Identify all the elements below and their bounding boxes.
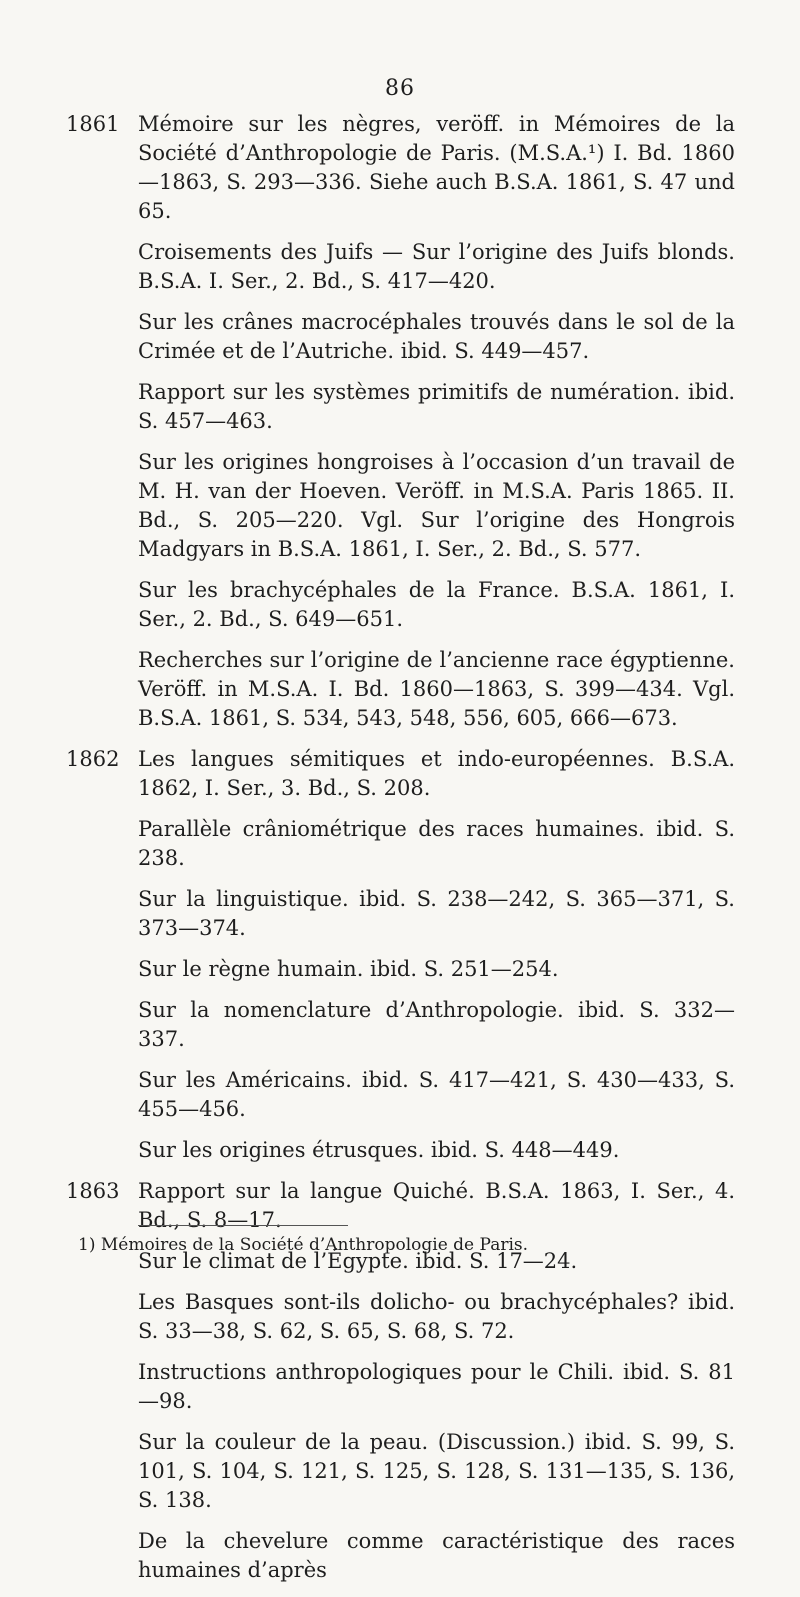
entry-text: Rapport sur la langue Quiché. B.S.A. 1863, I. Ser., 4. Bd., S. 8—17. (138, 1179, 735, 1232)
entry-text: Parallèle crâniométrique des races humaines. ibid. S. 238. (138, 817, 735, 870)
entry-text: Sur les origines étrusques. ibid. S. 448—449. (138, 1138, 620, 1162)
bibliography-entry (0, 238, 735, 296)
entry-text: Instructions anthropologiques pour le Chili. ibid. S. 81—98. (138, 1360, 735, 1413)
bibliography-entry (0, 996, 735, 1054)
bibliography-entry (0, 1177, 735, 1235)
bibliography-entry (0, 745, 735, 803)
entry-text: Mémoire sur les nègres, veröff. in Mémoires de la Société d’Anthropologie de Paris. (M.S.A.¹) I. Bd. 1860—1863, S. 293—336. Siehe auch B.S.A. 1861, S. 47 und 65. (138, 112, 735, 223)
bibliography-entry (0, 815, 735, 873)
bibliography-list (0, 110, 800, 1597)
entry-text: Croisements des Juifs — Sur l’origine des Juifs blonds. B.S.A. I. Ser., 2. Bd., S. 417—420. (138, 240, 735, 293)
entry-year: 1862 (66, 747, 120, 771)
footnote-divider (138, 1225, 348, 1226)
bibliography-entry (0, 1066, 735, 1124)
footnote: 1) Mémoires de la Société d’Anthropologie de Paris. (78, 1235, 529, 1255)
bibliography-entry (0, 308, 735, 366)
entry-text: Sur les origines hongroises à l’occasion d’un travail de M. H. van der Hoeven. Veröff. in M.S.A. Paris 1865. II. Bd., S. 205—220. Vgl. Sur l’origine des Hongrois Madgyars in B.S.A. 1861, I. Ser., 2. Bd., S. 577. (138, 450, 735, 561)
bibliography-entry (0, 1428, 735, 1515)
entry-text: Sur le climat de l’Égypte. ibid. S. 17—24. (138, 1249, 578, 1273)
bibliography-entry (0, 1136, 735, 1165)
entry-text: Sur les Américains. ibid. S. 417—421, S. 430—433, S. 455—456. (138, 1068, 735, 1121)
entry-text: Sur les brachycéphales de la France. B.S.A. 1861, I. Ser., 2. Bd., S. 649—651. (138, 578, 735, 631)
entry-text: Sur les crânes macrocéphales trouvés dans le sol de la Crimée et de l’Autriche. ibid. S. 449—457. (138, 310, 735, 363)
bibliography-entry (0, 378, 735, 436)
bibliography-entry (0, 646, 735, 733)
entry-text: Sur la nomenclature d’Anthropologie. ibid. S. 332—337. (138, 998, 735, 1051)
entry-text: De la chevelure comme caractéristique des races humaines d’après (138, 1529, 735, 1582)
entry-year: 1861 (66, 112, 120, 136)
entry-text: Les Basques sont-ils dolicho- ou brachycéphales? ibid. S. 33—38, S. 62, S. 65, S. 68, S. 72. (138, 1290, 735, 1343)
entry-text: Les langues sémitiques et indo-européennes. B.S.A. 1862, I. Ser., 3. Bd., S. 208. (138, 747, 735, 800)
entry-text: Sur le règne humain. ibid. S. 251—254. (138, 957, 559, 981)
entry-text: Sur la linguistique. ibid. S. 238—242, S. 365—371, S. 373—374. (138, 887, 735, 940)
bibliography-entry (0, 448, 735, 564)
bibliography-entry (0, 1527, 735, 1585)
bibliography-entry (0, 576, 735, 634)
bibliography-entry (0, 1288, 735, 1346)
entry-year: 1863 (66, 1179, 120, 1203)
entry-text: Recherches sur l’origine de l’ancienne race égyptienne. Veröff. in M.S.A. I. Bd. 1860—1863, S. 399—434. Vgl. B.S.A. 1861, S. 534, 543, 548, 556, 605, 666—673. (138, 648, 735, 730)
page-number: 86 (385, 76, 415, 101)
entry-text: Sur la couleur de la peau. (Discussion.) ibid. S. 99, S. 101, S. 104, S. 121, S. 125, S. 128, S. 131—135, S. 136, S. 138. (138, 1430, 735, 1512)
bibliography-entry (0, 110, 735, 226)
bibliography-entry (0, 1358, 735, 1416)
bibliography-entry (0, 885, 735, 943)
bibliography-entry (0, 955, 735, 984)
entry-text: Rapport sur les systèmes primitifs de numération. ibid. S. 457—463. (138, 380, 735, 433)
